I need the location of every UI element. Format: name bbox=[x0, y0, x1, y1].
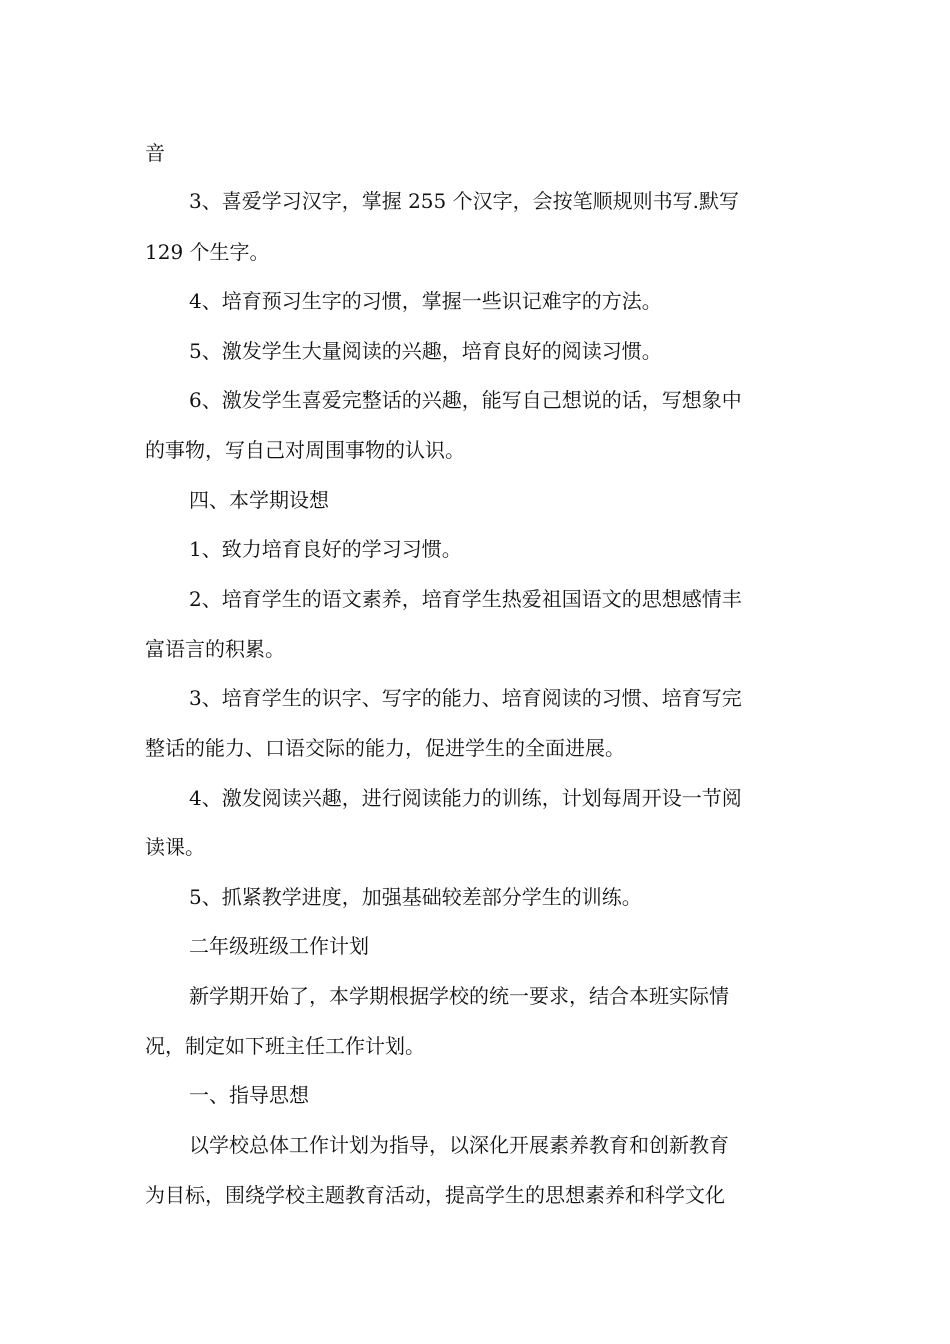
text-line-15: 读课。 bbox=[145, 835, 205, 859]
text-line-2: 3、喜爱学习汉字，掌握 255 个汉字，会按笔顺规则书写.默写 bbox=[189, 189, 739, 213]
document-title: 二年级班级工作计划 bbox=[189, 934, 369, 958]
text-line-3: 129 个生字。 bbox=[145, 240, 270, 264]
section-heading-1: 一、指导思想 bbox=[189, 1083, 309, 1107]
text-line-11: 富语言的积累。 bbox=[145, 637, 285, 661]
text-line-13: 整话的能力、口语交际的能力，促进学生的全面进展。 bbox=[145, 736, 625, 760]
text-line-21: 以学校总体工作计划为指导，以深化开展素养教育和创新教育 bbox=[189, 1133, 729, 1157]
text-line-5: 5、激发学生大量阅读的兴趣，培育良好的阅读习惯。 bbox=[189, 339, 662, 363]
section-heading-4: 四、本学期设想 bbox=[189, 488, 329, 512]
text-line-14: 4、激发阅读兴趣，进行阅读能力的训练，计划每周开设一节阅 bbox=[189, 786, 742, 810]
text-line-7: 的事物，写自己对周围事物的认识。 bbox=[145, 438, 465, 462]
text-line-12: 3、培育学生的识字、写字的能力、培育阅读的习惯、培育写完 bbox=[189, 686, 742, 710]
text-line-9: 1、致力培育良好的学习习惯。 bbox=[189, 537, 462, 561]
text-line-18: 新学期开始了，本学期根据学校的统一要求，结合本班实际情 bbox=[189, 984, 729, 1008]
text-line-22: 为目标，围绕学校主题教育活动，提高学生的思想素养和科学文化 bbox=[145, 1183, 725, 1207]
text-line-4: 4、培育预习生字的习惯，掌握一些识记难字的方法。 bbox=[189, 289, 662, 313]
text-line-16: 5、抓紧教学进度，加强基础较差部分学生的训练。 bbox=[189, 885, 642, 909]
text-line-1: 音 bbox=[145, 141, 165, 165]
text-line-19: 况，制定如下班主任工作计划。 bbox=[145, 1034, 425, 1058]
text-line-10: 2、培育学生的语文素养，培育学生热爱祖国语文的思想感情丰 bbox=[189, 587, 742, 611]
text-line-6: 6、激发学生喜爱完整话的兴趣，能写自己想说的话，写想象中 bbox=[189, 388, 742, 412]
